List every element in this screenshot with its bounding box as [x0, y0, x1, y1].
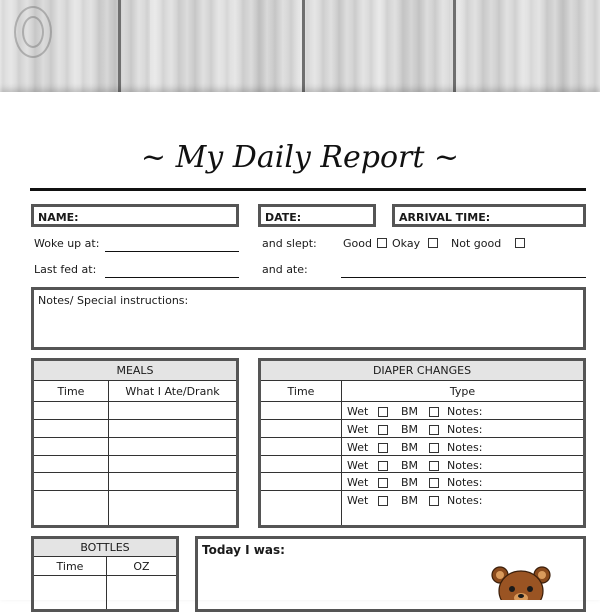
- wet-checkbox[interactable]: [378, 478, 388, 488]
- notes-label: Notes:: [447, 440, 483, 454]
- notes-label: Notes:: [447, 458, 483, 472]
- sleep-okay-label: Okay: [392, 237, 421, 250]
- notes-box[interactable]: [31, 287, 586, 350]
- bm-label: BM: [401, 494, 419, 508]
- last-fed-line[interactable]: [105, 277, 239, 278]
- table-row[interactable]: [260, 473, 585, 491]
- meal-time-cell[interactable]: [33, 419, 109, 437]
- plank-gap: [453, 0, 456, 92]
- meal-time-cell[interactable]: [33, 473, 109, 491]
- title-rule: [30, 188, 586, 191]
- arrival-time-field[interactable]: [392, 204, 586, 227]
- wood-background: [0, 0, 600, 92]
- bm-checkbox[interactable]: [429, 443, 439, 453]
- bm-label: BM: [401, 476, 419, 490]
- meal-time-cell[interactable]: [33, 402, 109, 420]
- sleep-not-good-checkbox[interactable]: [515, 238, 525, 248]
- meals-header-time: Time: [33, 381, 109, 402]
- bm-checkbox[interactable]: [429, 407, 439, 417]
- wet-label: Wet: [347, 458, 369, 472]
- sleep-not-good-label: Not good: [451, 237, 502, 250]
- wet-checkbox[interactable]: [378, 496, 388, 506]
- table-row[interactable]: [260, 402, 585, 420]
- bm-checkbox[interactable]: [429, 496, 439, 506]
- diaper-time-cell[interactable]: [260, 402, 342, 420]
- table-row[interactable]: [260, 491, 585, 527]
- notes-label: Notes:: [447, 422, 483, 436]
- wet-label: Wet: [347, 494, 369, 508]
- diaper-title: DIAPER CHANGES: [260, 360, 585, 381]
- notes-label: Notes:: [447, 494, 483, 508]
- name-field[interactable]: [31, 204, 239, 227]
- bm-label: BM: [401, 440, 419, 454]
- bm-label: BM: [401, 422, 419, 436]
- meal-what-cell[interactable]: [109, 419, 238, 437]
- table-row[interactable]: [33, 473, 238, 491]
- table-row[interactable]: [33, 419, 238, 437]
- table-row[interactable]: [33, 402, 238, 420]
- slept-label: and slept:: [262, 237, 317, 250]
- diaper-time-cell[interactable]: [260, 491, 342, 527]
- wet-checkbox[interactable]: [378, 461, 388, 471]
- today-label: Today I was:: [202, 543, 285, 557]
- diaper-type-cell: [342, 437, 585, 455]
- wet-label: Wet: [347, 405, 369, 418]
- page-title: ~ My Daily Report ~: [140, 140, 460, 175]
- diaper-header-type: Type: [342, 381, 585, 402]
- bm-label: BM: [401, 405, 419, 418]
- bottles-title: BOTTLES: [33, 538, 178, 557]
- meal-what-cell[interactable]: [109, 402, 238, 420]
- meal-what-cell[interactable]: [109, 455, 238, 473]
- meal-what-cell[interactable]: [109, 437, 238, 455]
- bottles-header-time: Time: [33, 557, 107, 576]
- date-label: DATE:: [265, 211, 302, 224]
- diaper-table: [258, 358, 586, 528]
- bm-label: BM: [401, 458, 419, 472]
- table-row[interactable]: [33, 455, 238, 473]
- diaper-type-cell: [342, 473, 585, 491]
- date-field[interactable]: [258, 204, 376, 227]
- diaper-type-cell: [342, 491, 585, 527]
- wood-knot: [22, 16, 44, 48]
- bm-checkbox[interactable]: [429, 425, 439, 435]
- diaper-type-cell: [342, 455, 585, 473]
- table-row[interactable]: [33, 437, 238, 455]
- plank-gap: [118, 0, 121, 92]
- meal-time-cell[interactable]: [33, 491, 109, 527]
- table-row[interactable]: [260, 419, 585, 437]
- bottles-header-oz: OZ: [107, 557, 178, 576]
- notes-label: Notes:: [447, 405, 483, 418]
- wet-label: Wet: [347, 440, 369, 454]
- bear-icon: [488, 565, 554, 600]
- woke-up-line[interactable]: [105, 251, 239, 252]
- bm-checkbox[interactable]: [429, 461, 439, 471]
- wet-label: Wet: [347, 422, 369, 436]
- ate-line[interactable]: [341, 277, 586, 278]
- sleep-good-label: Good: [343, 237, 372, 250]
- meal-time-cell[interactable]: [33, 455, 109, 473]
- sleep-good-checkbox[interactable]: [377, 238, 387, 248]
- diaper-time-cell[interactable]: [260, 455, 342, 473]
- meals-header-what: What I Ate/Drank: [109, 381, 238, 402]
- bottle-time-cell[interactable]: [33, 576, 107, 611]
- diaper-time-cell[interactable]: [260, 437, 342, 455]
- notes-label: Notes:: [447, 476, 483, 490]
- last-fed-label: Last fed at:: [34, 263, 97, 276]
- wet-checkbox[interactable]: [378, 443, 388, 453]
- diaper-type-cell: [342, 402, 585, 420]
- meal-time-cell[interactable]: [33, 437, 109, 455]
- wet-checkbox[interactable]: [378, 425, 388, 435]
- wet-label: Wet: [347, 476, 369, 490]
- meal-what-cell[interactable]: [109, 473, 238, 491]
- diaper-time-cell[interactable]: [260, 419, 342, 437]
- diaper-time-cell[interactable]: [260, 473, 342, 491]
- meal-what-cell[interactable]: [109, 491, 238, 527]
- table-row[interactable]: [260, 455, 585, 473]
- name-label: NAME:: [38, 211, 79, 224]
- meals-title: MEALS: [33, 360, 238, 381]
- notes-label: Notes/ Special instructions:: [38, 294, 189, 307]
- diaper-type-cell: [342, 419, 585, 437]
- table-row[interactable]: [33, 576, 178, 611]
- diaper-header-time: Time: [260, 381, 342, 402]
- bottle-oz-cell[interactable]: [107, 576, 178, 611]
- arrival-time-label: ARRIVAL TIME:: [399, 211, 491, 224]
- bm-checkbox[interactable]: [429, 478, 439, 488]
- ate-label: and ate:: [262, 263, 308, 276]
- woke-up-label: Woke up at:: [34, 237, 100, 250]
- wet-checkbox[interactable]: [378, 407, 388, 417]
- plank-gap: [302, 0, 305, 92]
- bottles-table: [31, 536, 179, 612]
- table-row[interactable]: [260, 437, 585, 455]
- table-row[interactable]: [33, 491, 238, 527]
- sleep-okay-checkbox[interactable]: [428, 238, 438, 248]
- meals-table: [31, 358, 239, 528]
